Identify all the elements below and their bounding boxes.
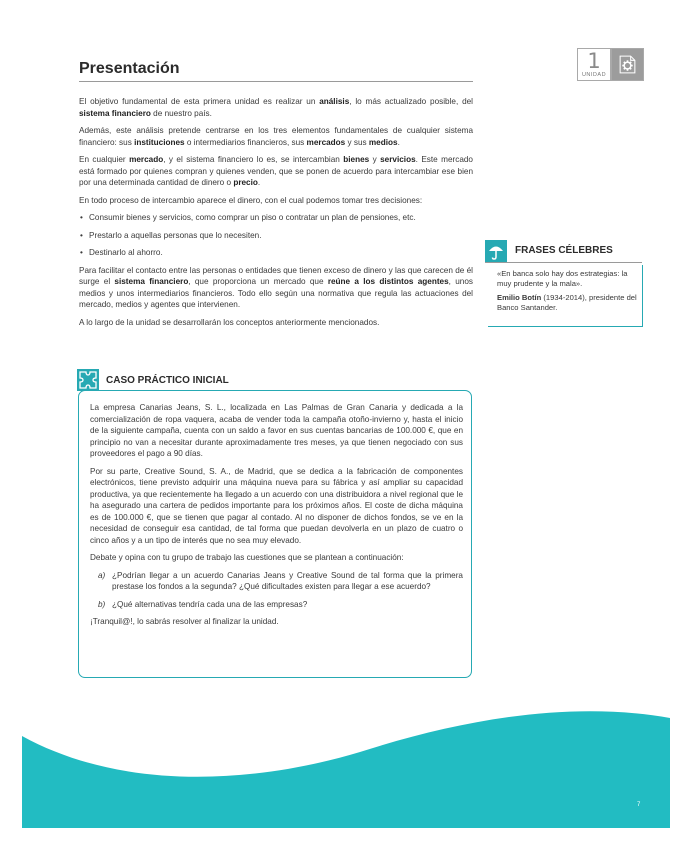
question-item: b) ¿Qué alternativas tendría cada una de las empresas? — [98, 599, 308, 609]
caso-paragraph: Por su parte, Creative Sound, S. A., de Madrid, que se dedica a la fabricación de componentes electrónicos, tiene previsto adquirir una máquina nueva para su fábrica y así ampliar su capacidad productiva, ya que recientemente ha llegado a un acuerdo con una distribuidora a nivel regional que le ha asegurado una cartera de pedidos importante para los próximos años. El coste de dicha máquina es de 100.000 €, que se tienen que pagar al contado. Al no disponer de dichos fondos, se ve en la necesidad de conseguir esa cantidad, de tal forma que puedan devolverla en un plazo de cuatro o cinco años y a un tipo de interés que no sea muy elevado. — [90, 466, 463, 545]
puzzle-icon — [77, 369, 99, 391]
unit-label: UNIDAD — [581, 72, 607, 78]
frases-divider — [485, 262, 642, 263]
paragraph-objective: El objetivo fundamental de esta primera unidad es realizar un análisis, lo más actualizado posible, del sistema financiero de nuestro país. — [79, 97, 473, 118]
paragraph-elements: Además, este análisis pretende centrarse en los tres elementos fundamentales de cualquier sistema financiero: sus instituciones o intermediarios financieros, sus mercados y sus medios. — [79, 126, 473, 147]
decision-list — [79, 212, 473, 259]
quote-text: «En banca solo hay dos estrategias: la muy prudente y la mala». — [497, 269, 628, 288]
caso-content — [90, 402, 463, 634]
frases-content — [497, 269, 637, 317]
unit-number: 1 — [587, 49, 601, 73]
main-text — [79, 96, 473, 334]
paragraph-financial-system: Para facilitar el contacto entre las personas o entidades que tienen exceso de dinero y las que carecen de él surge el sistema financiero, que proporciona un mercado que reúne a los distintos agentes, unos medios y unos intermediarios financieros. Todo ello según una normativa que regula las actuaciones del mercado, medios y agentes que intervienen. — [79, 265, 473, 309]
list-item: • Prestarlo a aquellas personas que lo necesiten. — [79, 230, 473, 242]
paragraph-closing: A lo largo de la unidad se desarrollarán los conceptos anteriormente mencionados. — [79, 317, 380, 327]
wave-decoration — [0, 690, 692, 848]
gear-icon — [611, 48, 644, 81]
caso-title: CASO PRÁCTICO INICIAL — [106, 375, 229, 386]
title-divider — [79, 81, 473, 82]
frases-title: FRASES CÉLEBRES — [515, 245, 613, 256]
unit-badge — [577, 48, 611, 81]
quote-author: Emilio Botín (1934-2014), presidente del Banco Santander. — [497, 293, 637, 312]
paragraph-market: En cualquier mercado, y el sistema financiero lo es, se intercambian bienes y servicios. Este mercado está formado por quienes compran y quienes venden, que se ponen de acuerdo para intercambiar ese bien por una determinada cantidad de dinero o precio. — [79, 155, 473, 187]
page-number: 7 — [637, 802, 641, 808]
page-title: Presentación — [79, 60, 180, 77]
list-item: • Consumir bienes y servicios, como comprar un piso o contratar un plan de pensiones, etc. — [79, 212, 473, 224]
paragraph-money: En todo proceso de intercambio aparece el dinero, con el cual podemos tomar tres decisiones: — [79, 195, 423, 205]
caso-paragraph: La empresa Canarias Jeans, S. L., localizada en Las Palmas de Gran Canaria y dedicada a la comercialización de ropa vaquera, acaba de vender toda la campaña otoño-invierno y, hasta el inicio de la siguiente campaña, cuenta con un saldo a favor en sus cuentas bancarias de 100.000 €, que en principio no van a necesitar durante aproximadamente tres meses, ya que tienen negociado con sus proveedores el pago a 90 días. — [90, 403, 463, 458]
umbrella-icon — [485, 240, 507, 262]
caso-closing: ¡Tranquil@!, lo sabrás resolver al finalizar la unidad. — [90, 617, 279, 626]
caso-paragraph: Debate y opina con tu grupo de trabajo las cuestiones que se plantean a continuación: — [90, 553, 404, 562]
question-item: a) ¿Podrían llegar a un acuerdo Canarias Jeans y Creative Sound de tal forma que la primera prestase los fondos a la segunda? ¿Qué dificultades existen para llegar a ese acuerdo? — [98, 570, 463, 591]
list-item: • Destinarlo al ahorro. — [79, 247, 473, 259]
